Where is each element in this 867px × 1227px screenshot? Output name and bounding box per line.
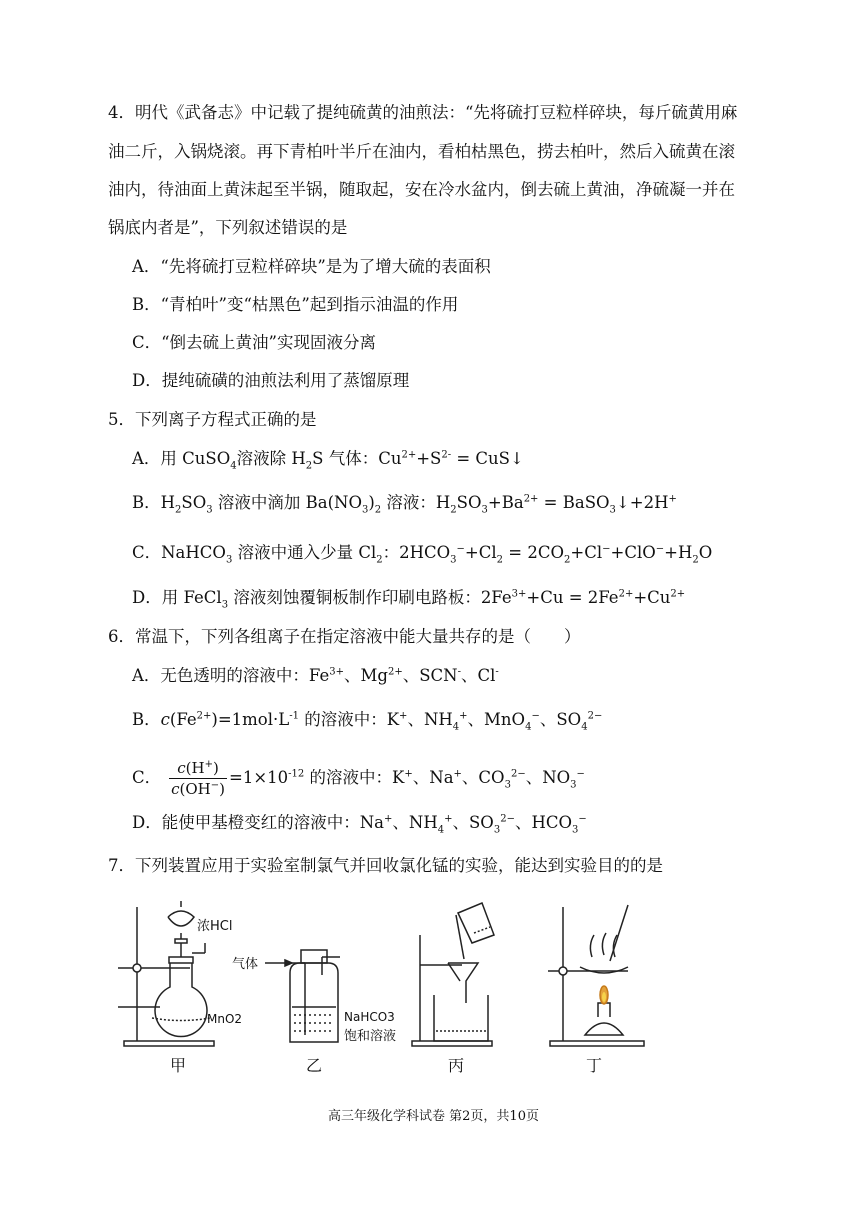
q4-option-b: B．“青柏叶”变“枯黑色”起到指示油温的作用 [132,295,459,314]
q4-stem-line-2: 油二斤，入锅烧滚。再下青柏叶半斤在油内，看柏枯黑色，捞去柏叶，然后入硫黄在滚 [108,142,735,161]
label-gas: 气体 [232,957,259,972]
q4-stem-line-1: 4．明代《武备志》中记载了提纯硫黄的油煎法：“先将硫打豆粒样碎块，每斤硫黄用麻 [108,103,738,122]
q5-option-a: A．用 CuSO$_4$溶液除 $H_2S$ 气体：$Cu^{2+}+S^{2-}$ = CuS↓ [132,449,524,472]
q5-option-b: B．$H_2SO_3$ 溶液中滴加 $Ba(NO_3)_2$ 溶液：$H_2SO_3+Ba^{2+}$ = BaSO$_3$↓+2H+ [132,493,677,516]
caption-jia: 甲 [170,1056,187,1075]
q6-stem: 6．常温下，下列各组离子在指定溶液中能大量共存的是（ ） [108,627,581,646]
apparatus-yi [265,950,340,1042]
label-conc-hcl: 浓HCl [197,919,233,934]
label-mno2: MnO2 [207,1012,243,1026]
label-nahco3: NaHCO3 [344,1010,395,1024]
q6-option-b: B．$c(Fe^{2+})=1mol\cdot L^{-1}$ 的溶液中：K+、$NH_4^+$、MnO$_4$−、$SO_4^{2-}$ [132,710,603,733]
q6-option-d: D．能使甲基橙变红的溶液中：Na+、$NH_4^+$、$SO_3^{2-}$、$HCO_3^-$ [132,813,587,836]
apparatus-ding [548,905,644,1046]
page-footer: 高三年级化学科试卷 第2页，共10页 [328,1109,539,1124]
q5-option-c: C．NaHCO$_3$ 溶液中通入少量 $Cl_2$：$2HCO_3^-+Cl_2 = 2CO_2+Cl^-+ClO^-+H_2O$ [132,543,713,566]
q5-stem: 5．下列离子方程式正确的是 [108,410,317,429]
q4-option-a: A．“先将硫打豆粒样碎块”是为了增大硫的表面积 [132,257,491,276]
caption-yi: 乙 [306,1056,323,1075]
q5-option-d: D．用 FeCl$_3$ 溶液刻蚀覆铜板制作印刷电路板：$2Fe^{3+}+Cu = 2Fe^{2+}+Cu^{2+}$ [132,588,686,611]
hydrogen-ratio-fraction: $\frac{c(H^+)}{c(OH^-)}$ [171,759,226,798]
q4-option-c: C．“倒去硫上黄油”实现固液分离 [132,333,376,352]
apparatus-bing [412,903,494,1046]
q4-stem-line-3: 油内，待油面上黄沫起至半锅，随取起，安在冷水盆内，倒去硫上黄油，净硫凝一并在 [108,180,735,199]
caption-ding: 丁 [586,1056,603,1075]
q7-stem: 7．下列装置应用于实验室制氯气并回收氯化锰的实验，能达到实验目的的是 [108,856,663,875]
apparatus-figure [0,895,867,1055]
q6-option-a: A．无色透明的溶液中：$Fe^{3+}$、$Mg^{2+}$、SCN-、Cl- [132,666,499,685]
q4-option-d: D．提纯硫磺的油煎法利用了蒸馏原理 [132,371,410,390]
caption-bing: 丙 [448,1056,465,1075]
q6-option-c: C． $\frac{c(H^+)}{c(OH^-)}$ $=1\times 10^{-12}$ 的溶液中：K+、Na+、$CO_3^{2-}$、$NO_3^-$ [132,759,585,798]
label-saturated-solution: 饱和溶液 [344,1029,397,1044]
q4-stem-line-4: 锅底内者是”，下列叙述错误的是 [108,218,348,237]
